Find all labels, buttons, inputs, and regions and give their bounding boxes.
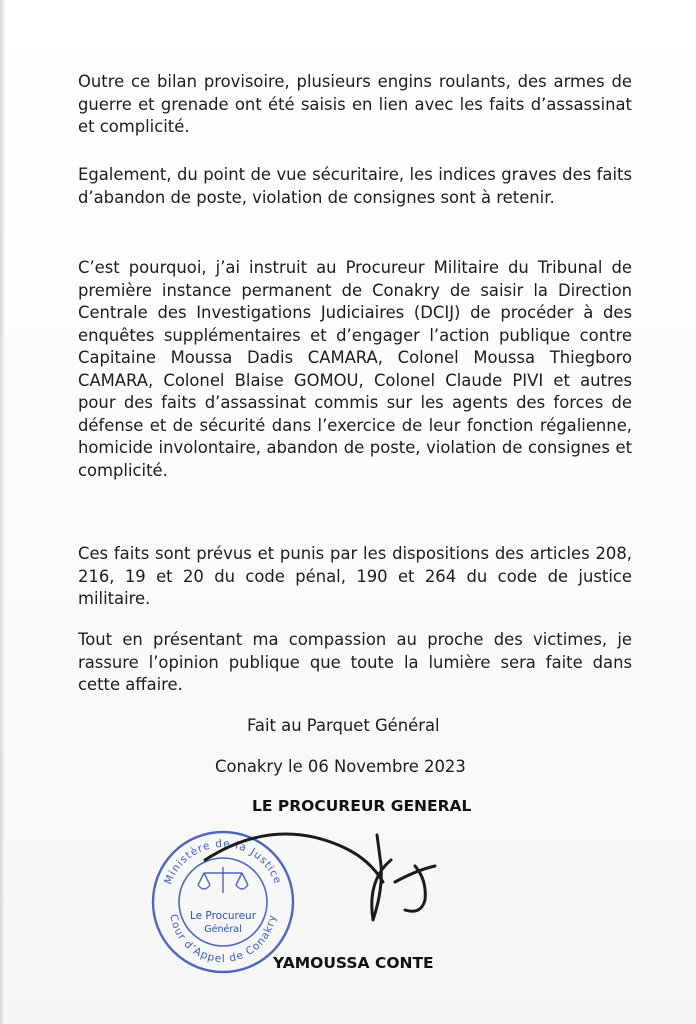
date-line: Conakry le 06 Novembre 2023: [215, 757, 466, 776]
place-line: Fait au Parquet Général: [247, 716, 440, 735]
signatory-title: LE PROCUREUR GENERAL: [252, 797, 472, 815]
paragraph-instruction: C’est pourquoi, j’ai instruit au Procureur Militaire du Tribunal de première instance permanent de Conakry de saisir la Direction Centrale des Investigations Judiciaires (DCIJ) de procéder à des enquêtes supplémentaires et d’engager l’action publique contre Capitaine Moussa Dadis CAMARA, Colonel Moussa Thiegboro CAMARA, Colonel Blaise GOMOU, Colonel Claude PIVI et autres pour des faits d’assassinat commis sur les agents des forces de défense et de sécurité dans l’exercice de leur fonction régalienne, homicide involontaire, abandon de poste, violation de consignes et complicité.: [78, 258, 632, 480]
stamp-ring-bottom: Cour d’Appel de Conakry: [167, 913, 279, 966]
paragraph-security: Egalement, du point de vue sécuritaire, les indices graves des faits d’abandon de poste, violation de consignes sont à retenir.: [78, 165, 632, 207]
page-edge-shadow: [0, 0, 6, 1024]
paragraph-legal-basis: Ces faits sont prévus et punis par les dispositions des articles 208, 216, 19 et 20 du code pénal, 190 et 264 du code de justice militaire.: [78, 544, 632, 608]
handwritten-signature: [195, 820, 475, 930]
stamp-center-line2: Général: [204, 924, 242, 935]
stamp-ring-top: Ministère de la Justice: [162, 837, 284, 887]
paragraph-seizures: Outre ce bilan provisoire, plusieurs engins roulants, des armes de guerre et grenade ont été saisis en lien avec les faits d’assassinat et complicité.: [78, 72, 632, 136]
stamp-center-line1: Le Procureur: [189, 910, 257, 922]
signatory-name: YAMOUSSA CONTE: [273, 954, 434, 972]
paragraph-compassion: Tout en présentant ma compassion au proche des victimes, je rassure l’opinion publique que toute la lumière sera faite dans cette affaire.: [78, 630, 632, 694]
